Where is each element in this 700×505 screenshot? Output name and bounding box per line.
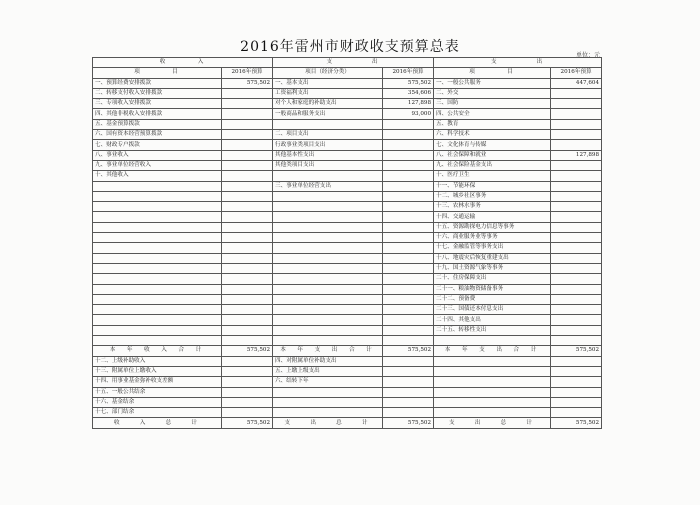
col-header-item-econ: 项目（经济分类）	[273, 68, 383, 78]
expense-func-item: 二十一、粮油物资储备事务	[434, 284, 551, 294]
expense-func-amount	[551, 284, 602, 294]
income-item	[93, 191, 222, 201]
table-row	[93, 366, 602, 376]
expense-func-item: 七、文化体育与传媒	[434, 140, 551, 150]
expense-econ-item	[273, 274, 383, 284]
expense-econ-amount	[383, 171, 434, 181]
expense-econ-item	[273, 315, 383, 325]
income-item: 二、转移支付收入安排拨款	[93, 88, 222, 98]
income-item	[93, 274, 222, 284]
expense-func-amount	[551, 119, 602, 129]
income-item	[93, 222, 222, 232]
expense-econ-item: 二、项目支出	[273, 130, 383, 140]
expense-econ-item: 四、对附属单位补助支出	[273, 356, 383, 366]
expense-func-item: 八、社会保障和就业	[434, 150, 551, 160]
expense-econ-item: 三、事业单位经营支出	[273, 181, 383, 191]
table-row	[93, 171, 602, 181]
income-amount	[222, 109, 273, 119]
table-row	[93, 387, 602, 397]
expense-econ-amount	[383, 181, 434, 191]
expense-func-amount	[551, 377, 602, 387]
table-row	[93, 150, 602, 160]
income-item: 四、其他非税收入安排拨款	[93, 109, 222, 119]
expense-func-amount	[551, 212, 602, 222]
expense-func-amount: 127,898	[551, 150, 602, 160]
expense-func-amount	[551, 315, 602, 325]
expense-func-item: 二十五、转移性支出	[434, 325, 551, 335]
expense-econ-item	[273, 171, 383, 181]
expense-func-item: 一、一般公共服务	[434, 78, 551, 88]
table-row	[93, 88, 602, 98]
expense-func-amount	[551, 274, 602, 284]
income-subtotal-label: 本 年 收 入 合 计	[93, 346, 222, 356]
expense-econ-item: 对个人和家庭的补助支出	[273, 99, 383, 109]
income-item: 六、国有资本经营预算拨款	[93, 130, 222, 140]
expense-econ-amount	[383, 263, 434, 273]
income-item: 三、专项收入安排拨款	[93, 99, 222, 109]
table-row	[93, 160, 602, 170]
income-amount	[222, 284, 273, 294]
expense-func-amount	[551, 294, 602, 304]
table-row	[93, 99, 602, 109]
expense-econ-item	[273, 243, 383, 253]
expense-func-amount	[551, 356, 602, 366]
expense-econ-item: 其他基本性支出	[273, 150, 383, 160]
expense-func-amount	[551, 222, 602, 232]
expense-func-amount	[551, 202, 602, 212]
expense-econ-amount	[383, 222, 434, 232]
expense-econ-amount: 575,502	[383, 78, 434, 88]
income-amount	[222, 356, 273, 366]
income-amount	[222, 315, 273, 325]
table-row	[93, 78, 602, 88]
expense-func-amount	[551, 130, 602, 140]
table-row	[93, 336, 602, 346]
expense-econ-item	[273, 397, 383, 407]
expense-econ-item	[273, 336, 383, 346]
table-row	[93, 233, 602, 243]
expense-econ-amount	[383, 284, 434, 294]
expense-func-amount: 447,604	[551, 78, 602, 88]
expense-econ-amount	[383, 253, 434, 263]
income-amount	[222, 253, 273, 263]
table-row	[93, 377, 602, 387]
expense-econ-item	[273, 325, 383, 335]
table-row	[93, 191, 602, 201]
income-item	[93, 305, 222, 315]
income-item	[93, 325, 222, 335]
table-row	[93, 243, 602, 253]
expense-econ-amount	[383, 119, 434, 129]
table-row	[93, 356, 602, 366]
budget-table-body	[93, 58, 602, 429]
income-item: 十七、部门结余	[93, 408, 222, 418]
table-row	[93, 222, 602, 232]
col-header-budget: 2016年预算	[222, 68, 273, 78]
income-item	[93, 253, 222, 263]
expense-func-total-amount: 575,502	[551, 418, 602, 428]
income-item: 十五、一般公共结余	[93, 387, 222, 397]
table-row	[93, 119, 602, 129]
expense-econ-item: 其他类项目支出	[273, 160, 383, 170]
income-amount	[222, 150, 273, 160]
expense-econ-amount: 354,606	[383, 88, 434, 98]
subtotal-row	[93, 346, 602, 356]
income-amount: 575,502	[222, 78, 273, 88]
expense-econ-item	[273, 212, 383, 222]
expense-econ-amount	[383, 191, 434, 201]
expense-func-amount	[551, 140, 602, 150]
col-header-item-func: 项 目	[434, 68, 551, 78]
table-row	[93, 408, 602, 418]
expense-econ-amount	[383, 366, 434, 376]
income-item: 八、事业收入	[93, 150, 222, 160]
income-amount	[222, 181, 273, 191]
expense-func-item: 四、公共安全	[434, 109, 551, 119]
table-row	[93, 315, 602, 325]
expense-econ-amount	[383, 130, 434, 140]
expense-econ-item	[273, 387, 383, 397]
expense-func-amount	[551, 387, 602, 397]
expense-func-amount	[551, 109, 602, 119]
expense-econ-amount	[383, 377, 434, 387]
table-row	[93, 263, 602, 273]
expense-econ-amount	[383, 212, 434, 222]
income-amount	[222, 202, 273, 212]
expense-econ-item	[273, 294, 383, 304]
income-amount	[222, 377, 273, 387]
table-row	[93, 274, 602, 284]
expense-econ-subtotal-amount: 575,502	[383, 346, 434, 356]
expense-func-amount	[551, 160, 602, 170]
expense-func-amount	[551, 233, 602, 243]
income-amount	[222, 191, 273, 201]
expense-func-item: 十九、国土资源气象等事务	[434, 263, 551, 273]
expense-func-amount	[551, 305, 602, 315]
income-subtotal-amount: 575,502	[222, 346, 273, 356]
expense-func-item	[434, 336, 551, 346]
expense-econ-item	[273, 202, 383, 212]
income-amount	[222, 336, 273, 346]
expense-econ-amount	[383, 336, 434, 346]
income-amount	[222, 99, 273, 109]
unit-label: 单位：元	[575, 52, 600, 59]
expense-func-item	[434, 356, 551, 366]
total-row	[93, 418, 602, 428]
expense-econ-amount	[383, 305, 434, 315]
expense-econ-amount	[383, 325, 434, 335]
income-amount	[222, 294, 273, 304]
income-amount	[222, 233, 273, 243]
expense-func-item: 十八、地震灾后恢复重建支出	[434, 253, 551, 263]
income-item	[93, 243, 222, 253]
table-row	[93, 212, 602, 222]
header-row-columns	[93, 68, 602, 78]
income-amount	[222, 171, 273, 181]
income-item: 五、基金预算拨款	[93, 119, 222, 129]
expense-func-item: 二十三、国债还本付息支出	[434, 305, 551, 315]
expense-econ-amount: 93,000	[383, 109, 434, 119]
expense-econ-subtotal-label: 本 年 支 出 合 计	[273, 346, 383, 356]
expense-econ-amount	[383, 150, 434, 160]
income-total-amount: 575,502	[222, 418, 273, 428]
income-item: 一、预算经费安排拨款	[93, 78, 222, 88]
income-item	[93, 294, 222, 304]
income-item	[93, 284, 222, 294]
expense-func-amount	[551, 181, 602, 191]
income-item	[93, 336, 222, 346]
col-header-budget: 2016年预算	[551, 68, 602, 78]
expense-econ-item	[273, 253, 383, 263]
expense-func-amount	[551, 171, 602, 181]
income-amount	[222, 160, 273, 170]
income-item: 十四、用事业基金弥补收支差额	[93, 377, 222, 387]
expense-func-amount	[551, 366, 602, 376]
income-amount	[222, 119, 273, 129]
expense-econ-amount: 127,898	[383, 99, 434, 109]
expense-func-item	[434, 377, 551, 387]
expense-econ-amount	[383, 356, 434, 366]
expense-func-item: 六、科学技术	[434, 130, 551, 140]
expense-func-item: 十七、金融监管等事务支出	[434, 243, 551, 253]
header-row-sections	[93, 58, 602, 68]
col-header-item: 项 目	[93, 68, 222, 78]
income-amount	[222, 274, 273, 284]
expense-econ-total-label: 支 出 总 计	[273, 418, 383, 428]
expense-func-item	[434, 408, 551, 418]
expense-econ-item: 一、基本支出	[273, 78, 383, 88]
expense-func-subtotal-label: 本 年 支 出 合 计	[434, 346, 551, 356]
expense-econ-amount	[383, 315, 434, 325]
income-amount	[222, 263, 273, 273]
expense-func-amount	[551, 243, 602, 253]
expense-func-amount	[551, 99, 602, 109]
expense-econ-amount	[383, 294, 434, 304]
expense-func-subtotal-amount: 575,502	[551, 346, 602, 356]
expense-func-amount	[551, 397, 602, 407]
income-amount	[222, 88, 273, 98]
expense-func-item: 十一、节能环保	[434, 181, 551, 191]
table-row	[93, 305, 602, 315]
expense-func-amount	[551, 408, 602, 418]
table-row	[93, 253, 602, 263]
income-amount	[222, 130, 273, 140]
expense-func-item: 二十四、其他支出	[434, 315, 551, 325]
income-amount	[222, 366, 273, 376]
expense-func-item: 十六、商业服务业等事务	[434, 233, 551, 243]
table-row	[93, 140, 602, 150]
income-item: 九、事业单位经营收入	[93, 160, 222, 170]
expense-econ-amount	[383, 274, 434, 284]
table-row	[93, 325, 602, 335]
expense-econ-item	[273, 191, 383, 201]
budget-table	[92, 57, 602, 429]
expense-func-item: 十五、资源勘探电力信息等事务	[434, 222, 551, 232]
expense-econ-amount	[383, 397, 434, 407]
income-item	[93, 263, 222, 273]
income-item	[93, 181, 222, 191]
expense-func-amount	[551, 325, 602, 335]
income-amount	[222, 212, 273, 222]
income-item	[93, 212, 222, 222]
income-item	[93, 233, 222, 243]
expense-econ-amount	[383, 233, 434, 243]
col-header-budget: 2016年预算	[383, 68, 434, 78]
expense-econ-total-amount: 575,502	[383, 418, 434, 428]
table-row	[93, 294, 602, 304]
income-amount	[222, 222, 273, 232]
expense-func-item: 二十二、预备费	[434, 294, 551, 304]
income-amount	[222, 397, 273, 407]
expense-func-item: 十三、农林水事务	[434, 202, 551, 212]
expense-func-item: 十二、城乡社区事务	[434, 191, 551, 201]
income-amount	[222, 325, 273, 335]
expense-econ-item	[273, 305, 383, 315]
expense-econ-item: 六、结转下年	[273, 377, 383, 387]
expense-econ-amount	[383, 140, 434, 150]
expense-econ-item	[273, 119, 383, 129]
income-item	[93, 315, 222, 325]
expense-func-amount	[551, 336, 602, 346]
income-item: 十、其他收入	[93, 171, 222, 181]
table-row	[93, 284, 602, 294]
expense-econ-header: 支 出	[273, 58, 434, 68]
income-amount	[222, 387, 273, 397]
income-item: 十六、基金结余	[93, 397, 222, 407]
income-amount	[222, 305, 273, 315]
table-row	[93, 181, 602, 191]
expense-func-total-label: 支 出 总 计	[434, 418, 551, 428]
expense-econ-amount	[383, 160, 434, 170]
expense-econ-item	[273, 233, 383, 243]
expense-func-item: 二、外交	[434, 88, 551, 98]
income-item: 七、财政专户拨款	[93, 140, 222, 150]
expense-func-item: 九、社会保险基金支出	[434, 160, 551, 170]
income-total-label: 收 入 总 计	[93, 418, 222, 428]
expense-func-item: 十、医疗卫生	[434, 171, 551, 181]
income-item	[93, 202, 222, 212]
expense-func-item	[434, 387, 551, 397]
income-amount	[222, 140, 273, 150]
expense-econ-item: 五、上缴上级支出	[273, 366, 383, 376]
expense-func-item: 二十、住房保障支出	[434, 274, 551, 284]
table-row	[93, 202, 602, 212]
expense-func-amount	[551, 263, 602, 273]
income-amount	[222, 243, 273, 253]
table-row	[93, 130, 602, 140]
expense-econ-item: 一般商品和服务支出	[273, 109, 383, 119]
expense-func-item: 十四、交通运输	[434, 212, 551, 222]
expense-econ-item	[273, 263, 383, 273]
expense-econ-item	[273, 284, 383, 294]
expense-func-item	[434, 366, 551, 376]
income-header: 收 入	[93, 58, 273, 68]
expense-econ-amount	[383, 408, 434, 418]
expense-econ-item	[273, 222, 383, 232]
expense-econ-amount	[383, 243, 434, 253]
expense-func-amount	[551, 88, 602, 98]
income-amount	[222, 408, 273, 418]
expense-econ-amount	[383, 202, 434, 212]
expense-func-header: 支 出	[434, 58, 602, 68]
income-item: 十二、上级补助收入	[93, 356, 222, 366]
expense-econ-item: 工资福利支出	[273, 88, 383, 98]
expense-econ-item	[273, 408, 383, 418]
expense-func-item: 三、国防	[434, 99, 551, 109]
table-row	[93, 109, 602, 119]
expense-econ-amount	[383, 387, 434, 397]
page-title: 2016年雷州市财政收支预算总表	[240, 39, 460, 55]
income-item: 十三、附属单位上缴收入	[93, 366, 222, 376]
expense-func-amount	[551, 253, 602, 263]
expense-func-amount	[551, 191, 602, 201]
expense-func-item	[434, 397, 551, 407]
table-row	[93, 397, 602, 407]
expense-econ-item: 行政事业类项目支出	[273, 140, 383, 150]
expense-func-item: 五、教育	[434, 119, 551, 129]
